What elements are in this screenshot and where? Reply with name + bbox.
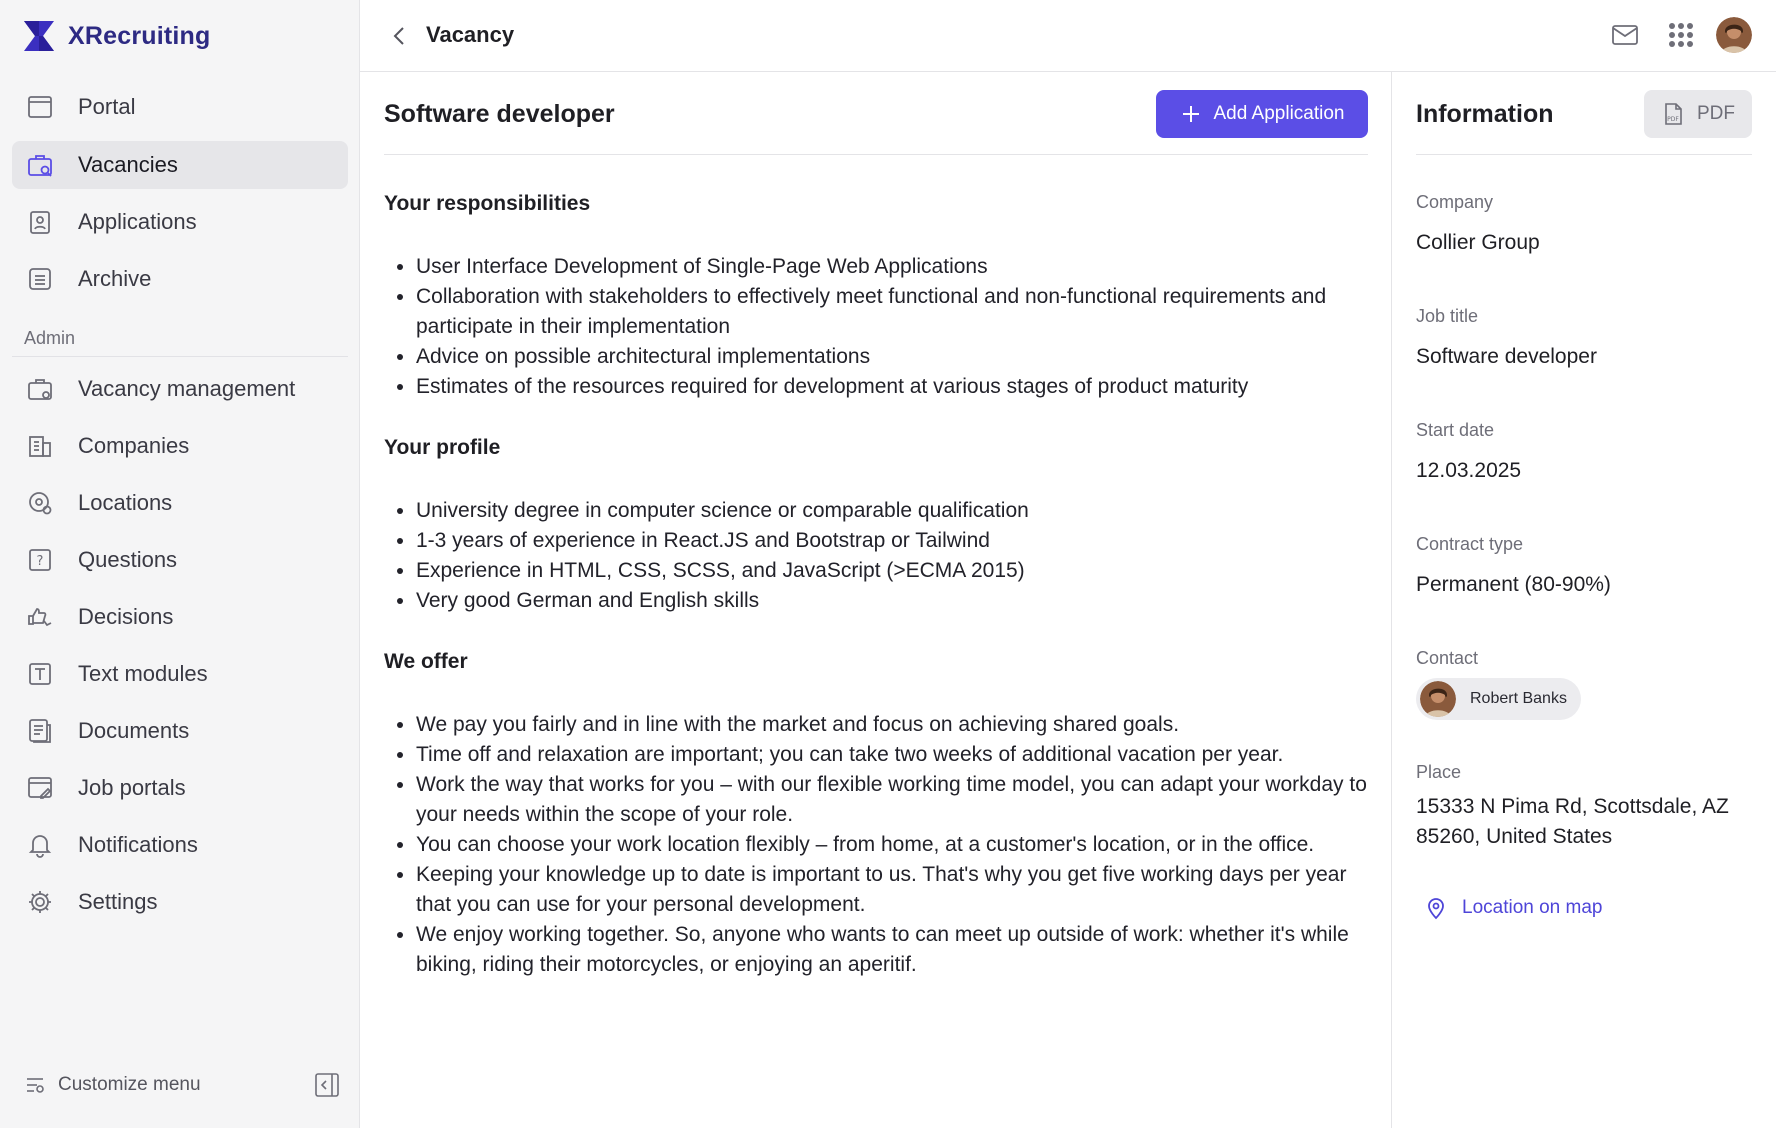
offer-list (384, 710, 1374, 980)
locations-icon (26, 489, 54, 517)
collapse-sidebar-icon[interactable] (312, 1070, 342, 1100)
archive-icon (26, 265, 54, 293)
plus-icon (1180, 103, 1202, 125)
sliders-icon (24, 1074, 46, 1096)
pdf-label: PDF (1697, 103, 1735, 124)
xrecruiting-logo-icon (22, 19, 56, 53)
contract-type-label: Contract type (1416, 534, 1524, 554)
section-heading-offer: We offer (384, 650, 468, 673)
job-title-value: Software developer (1416, 345, 1597, 368)
sidebar-item-notifications[interactable] (12, 821, 348, 869)
sidebar-item-companies[interactable] (12, 422, 348, 470)
pdf-button[interactable] (1644, 90, 1752, 138)
page-title: Vacancy (426, 22, 515, 47)
applications-icon (26, 208, 54, 236)
divider (384, 154, 1368, 155)
add-application-button[interactable] (1156, 90, 1368, 138)
sidebar-item-label: Settings (78, 889, 158, 914)
top-bar (360, 0, 1776, 72)
job-title-label: Job title (1416, 306, 1479, 326)
sidebar-item-label: Locations (78, 490, 173, 515)
contact-chip[interactable] (1416, 678, 1581, 720)
job-portals-icon (26, 774, 54, 802)
start-date-label: Start date (1416, 420, 1495, 440)
information-panel (1392, 72, 1776, 1128)
list-item: • Estimates of the resources required for development at various stages of product maturity (416, 372, 1374, 402)
list-item: • You can choose your work location flexibly – from home, at a customer's location, or in the office. (416, 830, 1374, 860)
chevron-left-icon[interactable] (386, 22, 414, 50)
vacancies-icon (26, 151, 54, 179)
divider (12, 356, 348, 357)
list-item: • Experience in HTML, CSS, SCSS, and JavaScript (>ECMA 2015) (416, 556, 1374, 586)
customize-menu-label: Customize menu (58, 1074, 201, 1095)
sidebar-item-vacancies[interactable] (12, 141, 348, 189)
divider (1416, 154, 1752, 155)
brand-name: XRecruiting (68, 21, 211, 50)
company-value: Collier Group (1416, 231, 1540, 254)
sidebar-item-documents[interactable] (12, 707, 348, 755)
vacancy-description (384, 192, 1374, 1014)
list-item: • University degree in computer science or comparable qualification (416, 496, 1374, 526)
location-on-map-link[interactable] (1424, 896, 1603, 920)
sidebar-item-label: Applications (78, 209, 197, 234)
sidebar-item-job-portals[interactable] (12, 764, 348, 812)
bell-icon (26, 831, 54, 859)
sidebar-item-locations[interactable] (12, 479, 348, 527)
apps-grid-icon[interactable] (1666, 20, 1696, 50)
mail-icon[interactable] (1610, 20, 1640, 50)
contact-label: Contact (1416, 648, 1479, 668)
brand[interactable] (22, 18, 211, 54)
list-item: • Time off and relaxation are important; you can take two weeks of additional vacation per year. (416, 740, 1374, 770)
sidebar-item-label: Companies (78, 433, 190, 458)
sidebar-item-questions[interactable] (12, 536, 348, 584)
place-label: Place (1416, 762, 1462, 782)
contact-avatar (1420, 681, 1456, 717)
list-item: • Keeping your knowledge up to date is important to us. That's why you get five working days per year that you can use for your personal development. (416, 860, 1374, 920)
sidebar-item-decisions[interactable] (12, 593, 348, 641)
list-item: • Advice on possible architectural implementations (416, 342, 1374, 372)
sidebar-item-label: Portal (78, 94, 136, 119)
sidebar-item-label: Job portals (78, 775, 186, 800)
sidebar-item-label: Questions (78, 547, 178, 572)
svg-text:?: ? (36, 554, 44, 569)
companies-icon (26, 432, 54, 460)
vacancy-title: Software developer (384, 100, 615, 128)
sidebar-item-applications[interactable] (12, 198, 348, 246)
pdf-file-icon (1661, 102, 1685, 126)
list-item: • We enjoy working together. So, anyone who wants to can meet up outside of work: whether it's while biking, riding their motorcycles, or enjoying an aperitif. (416, 920, 1374, 980)
questions-icon (26, 546, 54, 574)
location-on-map-label: Location on map (1462, 897, 1603, 918)
sidebar-item-label: Documents (78, 718, 190, 743)
start-date-value: 12.03.2025 (1416, 459, 1522, 482)
list-item: • Very good German and English skills (416, 586, 1374, 616)
section-heading-profile: Your profile (384, 436, 501, 459)
profile-list (384, 496, 1374, 616)
vacancy-management-icon (26, 375, 54, 403)
sidebar-item-portal[interactable] (12, 83, 348, 131)
sidebar-item-text-modules[interactable] (12, 650, 348, 698)
sidebar-item-settings[interactable] (12, 878, 348, 926)
admin-section-label: Admin (24, 328, 76, 348)
sidebar-item-label: Archive (78, 266, 152, 291)
list-item: • Work the way that works for you – with our flexible working time model, you can adapt your workday to your needs within the scope of your role. (416, 770, 1374, 830)
list-item: • User Interface Development of Single-Page Web Applications (416, 252, 1374, 282)
sidebar-item-label: Text modules (78, 661, 208, 686)
list-item: • We pay you fairly and in line with the market and focus on achieving shared goals. (416, 710, 1374, 740)
svg-text:PDF: PDF (1667, 116, 1679, 123)
decisions-icon (26, 603, 54, 631)
customize-menu-button[interactable] (24, 1074, 201, 1096)
sidebar-item-archive[interactable] (12, 255, 348, 303)
contract-type-value: Permanent (80-90%) (1416, 573, 1611, 596)
contact-name: Robert Banks (1470, 690, 1567, 707)
sidebar-item-label: Vacancy management (78, 376, 296, 401)
sidebar-item-label: Notifications (78, 832, 198, 857)
section-heading-responsibilities: Your responsibilities (384, 192, 591, 215)
portal-icon (26, 93, 54, 121)
place-value: 15333 N Pima Rd, Scottsdale, AZ 85260, United States (1416, 795, 1729, 848)
company-label: Company (1416, 192, 1494, 212)
gear-icon (26, 888, 54, 916)
list-item: • Collaboration with stakeholders to effectively meet functional and non-functional requirements and participate in their implementation (416, 282, 1374, 342)
text-modules-icon (26, 660, 54, 688)
information-title: Information (1416, 100, 1554, 128)
map-pin-icon (1424, 896, 1448, 920)
sidebar-item-label: Vacancies (78, 152, 178, 177)
sidebar-item-vacancy-management[interactable] (12, 365, 348, 413)
user-avatar[interactable] (1716, 17, 1752, 53)
list-item: • 1-3 years of experience in React.JS and Bootstrap or Tailwind (416, 526, 1374, 556)
documents-icon (26, 717, 54, 745)
sidebar-footer (24, 1068, 342, 1102)
add-application-label: Add Application (1213, 103, 1345, 124)
sidebar (0, 0, 360, 1128)
responsibilities-list (384, 252, 1374, 402)
vacancy-details (360, 72, 1392, 1128)
sidebar-item-label: Decisions (78, 604, 174, 629)
